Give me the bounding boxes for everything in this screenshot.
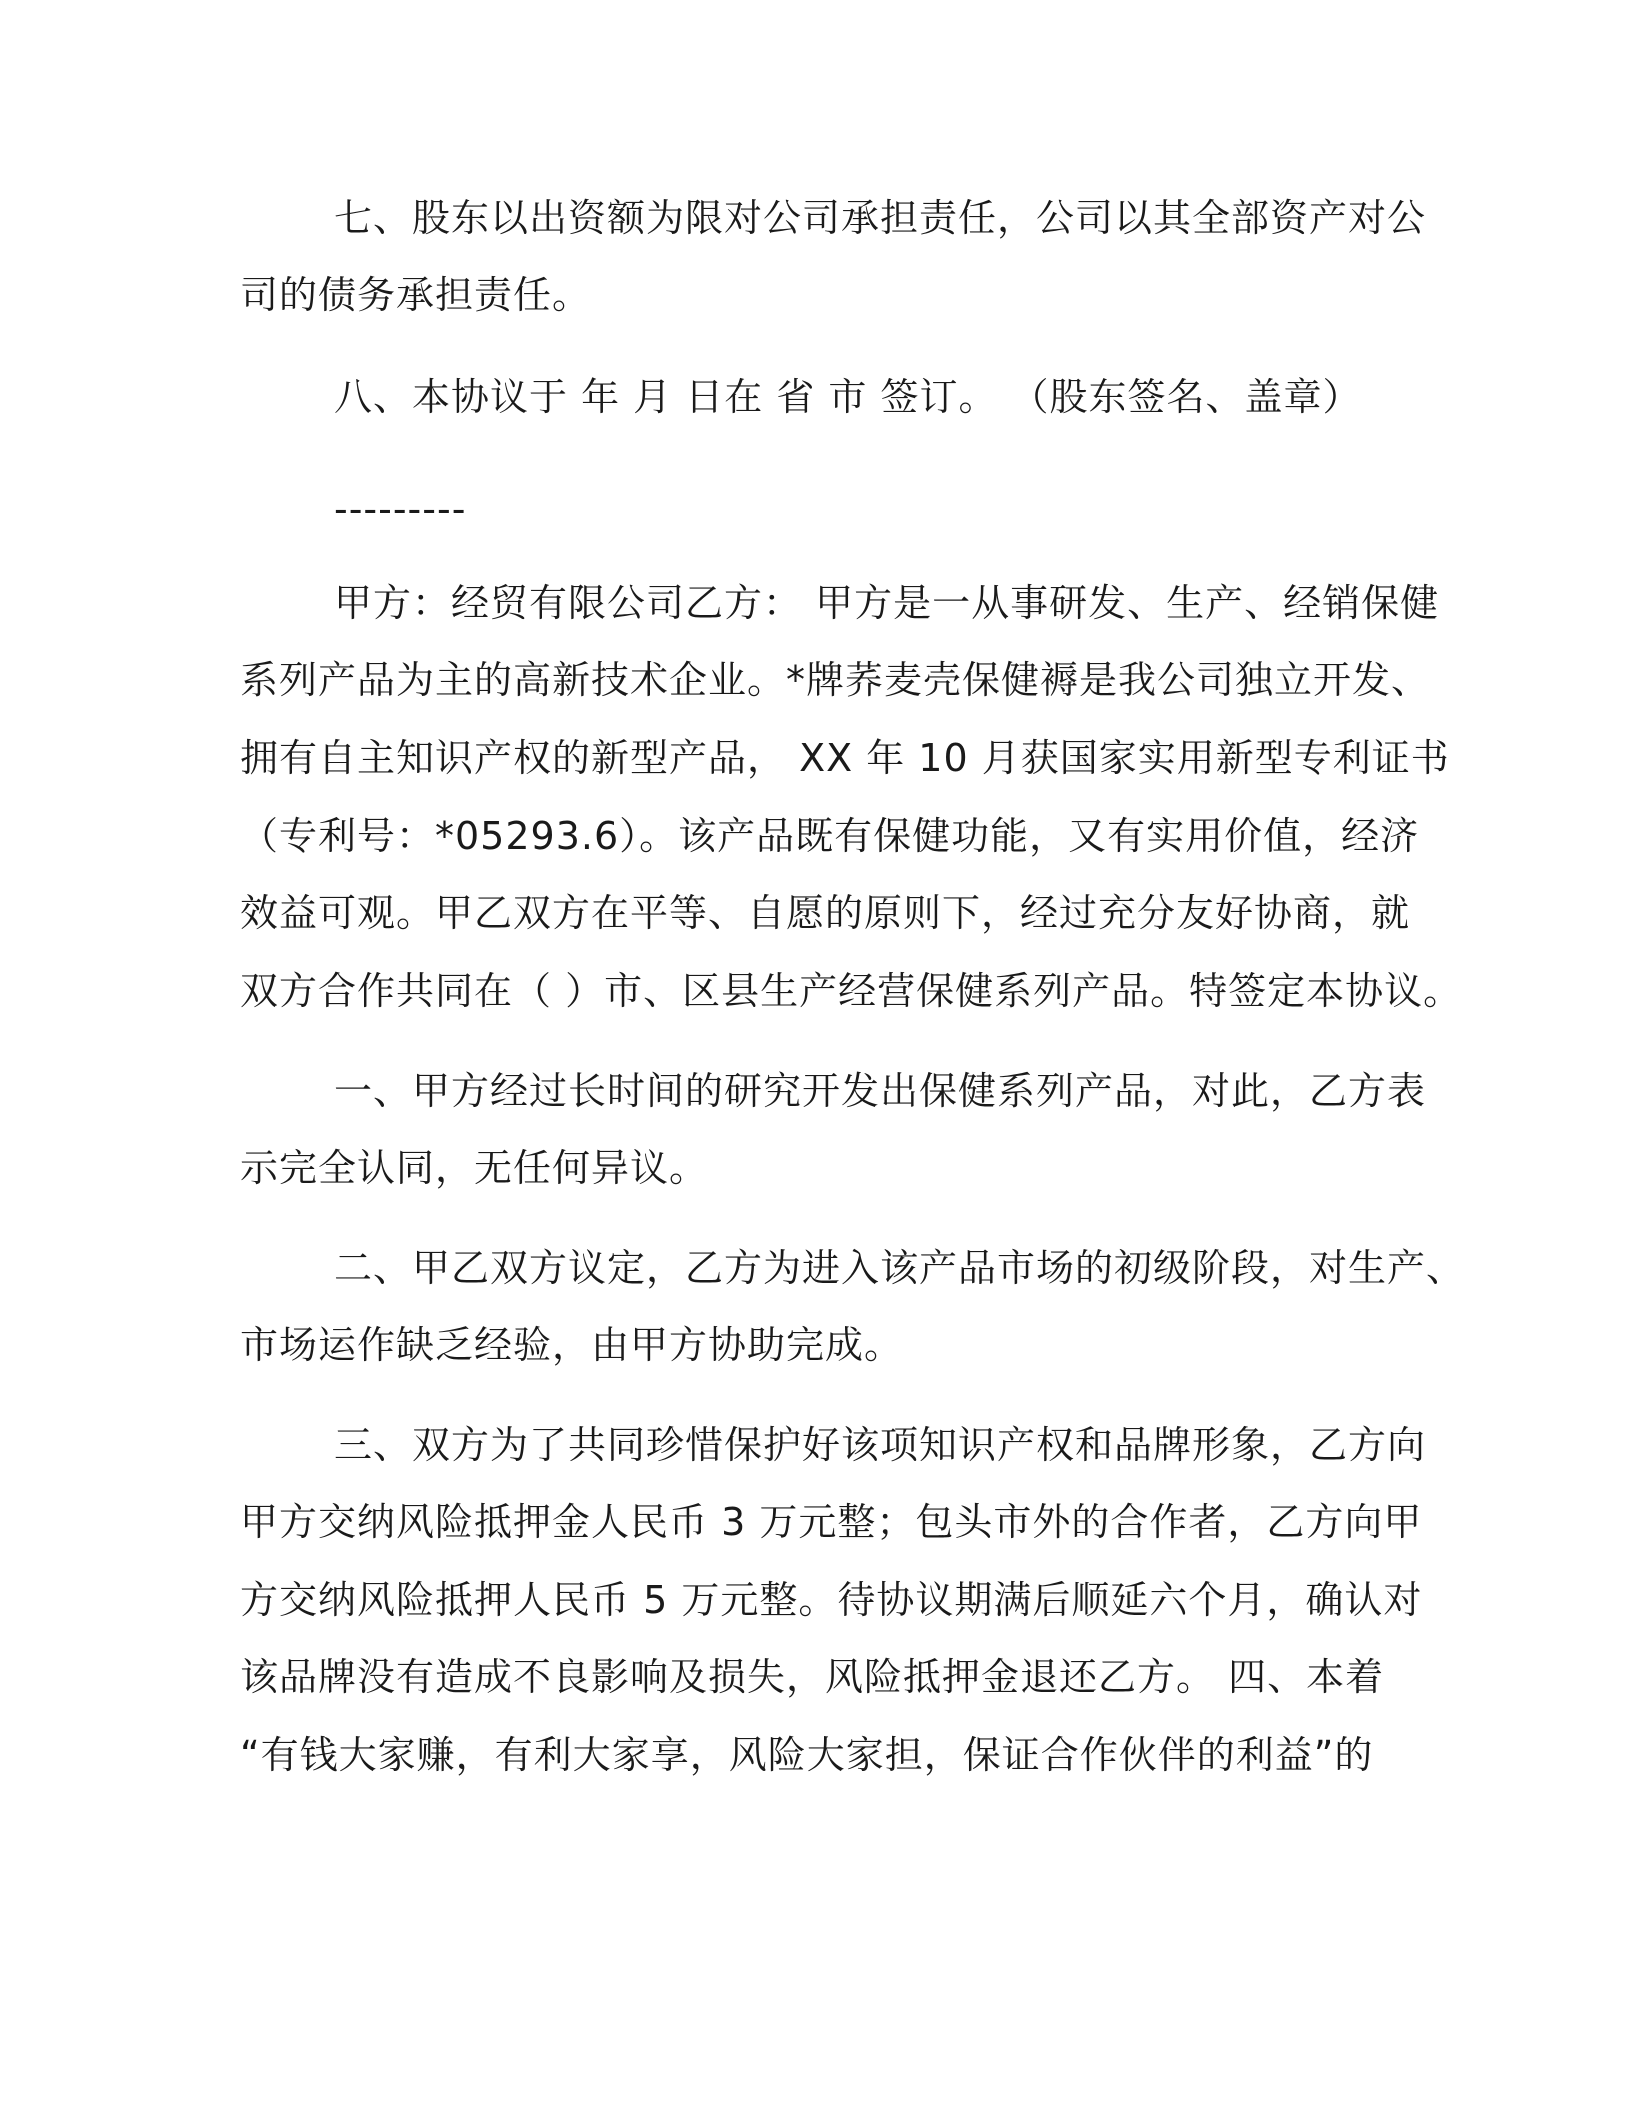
clause-3-line-3: 方交纳风险抵押人民币 5 万元整。待协议期满后顺延六个月，确认对 [240, 1578, 1423, 1622]
clause-2-line-2: 市场运作缺乏经验，由甲方协助完成。 [240, 1323, 904, 1367]
clause-3-line-2: 甲方交纳风险抵押金人民币 3 万元整；包头市外的合作者，乙方向甲 [240, 1500, 1423, 1544]
clause-8-line: 八、本协议于 年 月 日在 省 市 签订。 （股东签名、盖章） [334, 375, 1362, 419]
clause-1-line-1: 一、甲方经过长时间的研究开发出保健系列产品，对此，乙方表 [334, 1069, 1427, 1113]
clause-7-line-2: 司的债务承担责任。 [240, 273, 592, 317]
separator-dashes: --------- [334, 487, 467, 531]
clause-4-line-1: “有钱大家赚，有利大家享，风险大家担，保证合作伙伴的利益”的 [240, 1733, 1374, 1777]
clause-3-line-4: 该品牌没有造成不良影响及损失，风险抵押金退还乙方。 四、本着 [240, 1655, 1385, 1699]
preamble-line-1: 甲方：经贸有限公司乙方： 甲方是一从事研发、生产、经销保健 [334, 581, 1440, 625]
clause-7-line-1: 七、股东以出资额为限对公司承担责任，公司以其全部资产对公 [334, 196, 1427, 240]
preamble-line-6: 双方合作共同在（ ）市、区县生产经营保健系列产品。特签定本协议。 [240, 969, 1463, 1013]
clause-2-line-1: 二、甲乙双方议定，乙方为进入该产品市场的初级阶段，对生产、 [334, 1246, 1466, 1290]
preamble-line-5: 效益可观。甲乙双方在平等、自愿的原则下，经过充分友好协商，就 [240, 891, 1411, 935]
clause-1-line-2: 示完全认同，无任何异议。 [240, 1146, 709, 1190]
preamble-line-2: 系列产品为主的高新技术企业。*牌荞麦壳保健褥是我公司独立开发、 [240, 658, 1431, 702]
preamble-line-3: 拥有自主知识产权的新型产品， XX 年 10 月获国家实用新型专利证书 [240, 736, 1450, 780]
clause-3-line-1: 三、双方为了共同珍惜保护好该项知识产权和品牌形象，乙方向 [334, 1423, 1427, 1467]
preamble-line-4: （专利号：*05293.6）。该产品既有保健功能，又有实用价值，经济 [240, 814, 1420, 858]
